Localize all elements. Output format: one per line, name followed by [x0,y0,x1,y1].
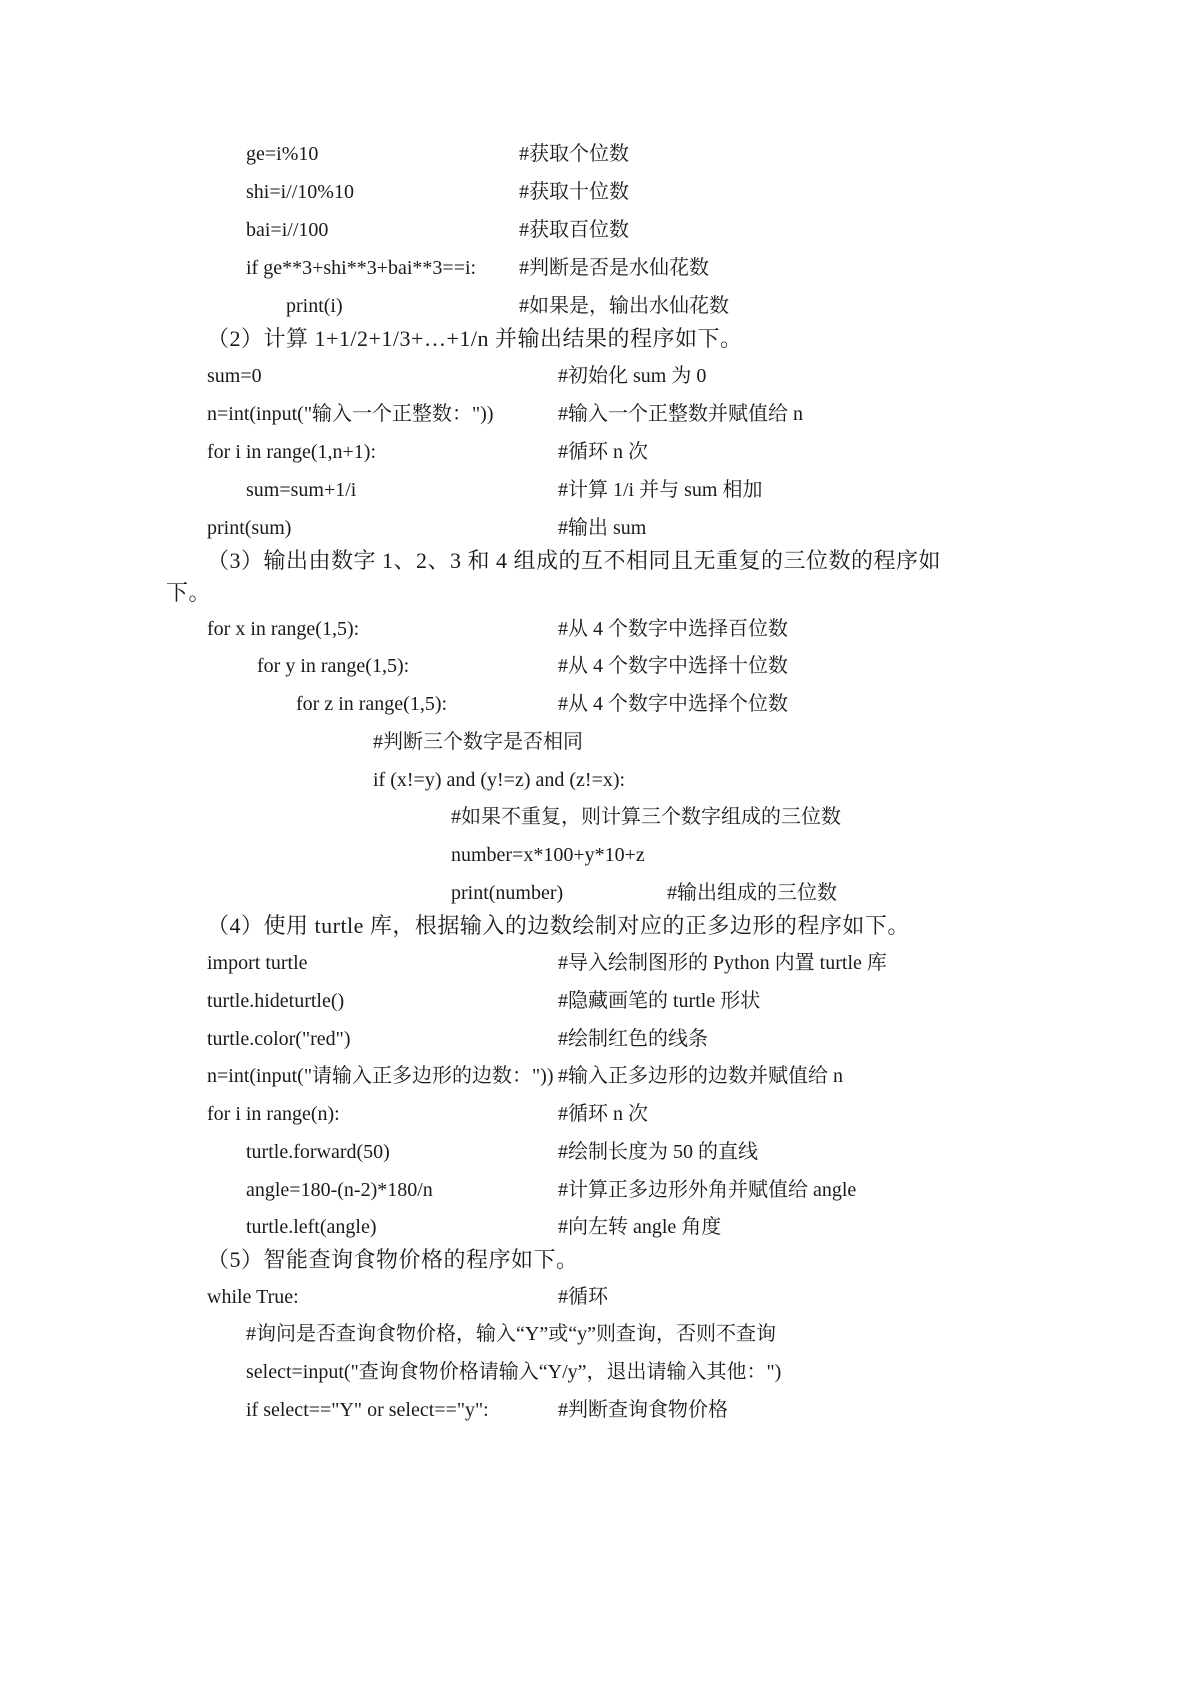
code-comment: #循环 n 次 [558,1103,648,1125]
code-comment: #如果是，输出水仙花数 [519,295,729,317]
code-line: if (x!=y) and (y!=z) and (z!=x): [373,769,626,791]
code-line: select=input("查询食物价格请输入“Y/y”，退出请输入其他：") [246,1361,782,1383]
code-line: if ge**3+shi**3+bai**3==i: [246,257,477,279]
code-comment: #初始化 sum 为 0 [558,365,707,387]
code-comment: #绘制红色的线条 [558,1028,708,1050]
code-line: for i in range(n): [207,1103,340,1125]
code-line: print(sum) [207,517,292,539]
code-comment: #判断三个数字是否相同 [373,731,583,753]
code-comment: #询问是否查询食物价格，输入“Y”或“y”则查询，否则不查询 [246,1323,776,1345]
code-comment: #获取个位数 [519,143,629,165]
code-line: ge=i%10 [246,143,319,165]
code-comment: #隐藏画笔的 turtle 形状 [558,990,761,1012]
code-comment: #输入正多边形的边数并赋值给 n [558,1065,843,1087]
code-line: for x in range(1,5): [207,618,360,640]
code-comment: #向左转 angle 角度 [558,1216,722,1238]
code-line: sum=sum+1/i [246,479,357,501]
code-comment: #如果不重复，则计算三个数字组成的三位数 [451,806,841,828]
code-comment: #输出组成的三位数 [667,882,837,904]
code-line: print(i) [286,295,343,317]
code-comment: #输出 sum [558,517,647,539]
code-line: for y in range(1,5): [257,655,410,677]
code-line: while True: [207,1286,299,1308]
code-comment: #计算正多边形外角并赋值给 angle [558,1179,857,1201]
code-line: turtle.left(angle) [246,1216,377,1238]
code-comment: #输入一个正整数并赋值给 n [558,403,803,425]
code-comment: #判断查询食物价格 [558,1399,728,1421]
code-line: n=int(input("请输入正多边形的边数：")) [207,1065,554,1087]
code-comment: #获取十位数 [519,181,629,203]
code-line: if select=="Y" or select=="y": [246,1399,489,1421]
code-line: sum=0 [207,365,262,387]
code-line: for i in range(1,n+1): [207,441,377,463]
section-heading-continued: 下。 [166,580,212,605]
code-line: angle=180-(n-2)*180/n [246,1179,433,1201]
code-comment: #计算 1/i 并与 sum 相加 [558,479,763,501]
code-comment: #获取百位数 [519,219,629,241]
section-heading: （5）智能查询食物价格的程序如下。 [207,1247,579,1272]
code-line: bai=i//100 [246,219,329,241]
section-heading: （2）计算 1+1/2+1/3+…+1/n 并输出结果的程序如下。 [207,326,743,351]
code-comment: #从 4 个数字中选择十位数 [558,655,788,677]
code-comment: #从 4 个数字中选择个位数 [558,693,788,715]
code-line: n=int(input("输入一个正整数：")) [207,403,494,425]
code-line: shi=i//10%10 [246,181,354,203]
section-heading: （4）使用 turtle 库，根据输入的边数绘制对应的正多边形的程序如下。 [207,913,910,938]
code-comment: #从 4 个数字中选择百位数 [558,618,788,640]
code-line: print(number) [451,882,564,904]
section-heading: （3）输出由数字 1、2、3 和 4 组成的互不相同且无重复的三位数的程序如 [207,548,942,573]
code-line: turtle.hideturtle() [207,990,345,1012]
code-comment: #循环 n 次 [558,441,648,463]
code-comment: #判断是否是水仙花数 [519,257,709,279]
code-line: import turtle [207,952,308,974]
code-comment: #绘制长度为 50 的直线 [558,1141,758,1163]
code-line: number=x*100+y*10+z [451,844,645,866]
code-line: for z in range(1,5): [296,693,448,715]
code-line: turtle.forward(50) [246,1141,390,1163]
code-comment: #导入绘制图形的 Python 内置 turtle 库 [558,952,887,974]
code-comment: #循环 [558,1286,608,1308]
code-line: turtle.color("red") [207,1028,351,1050]
